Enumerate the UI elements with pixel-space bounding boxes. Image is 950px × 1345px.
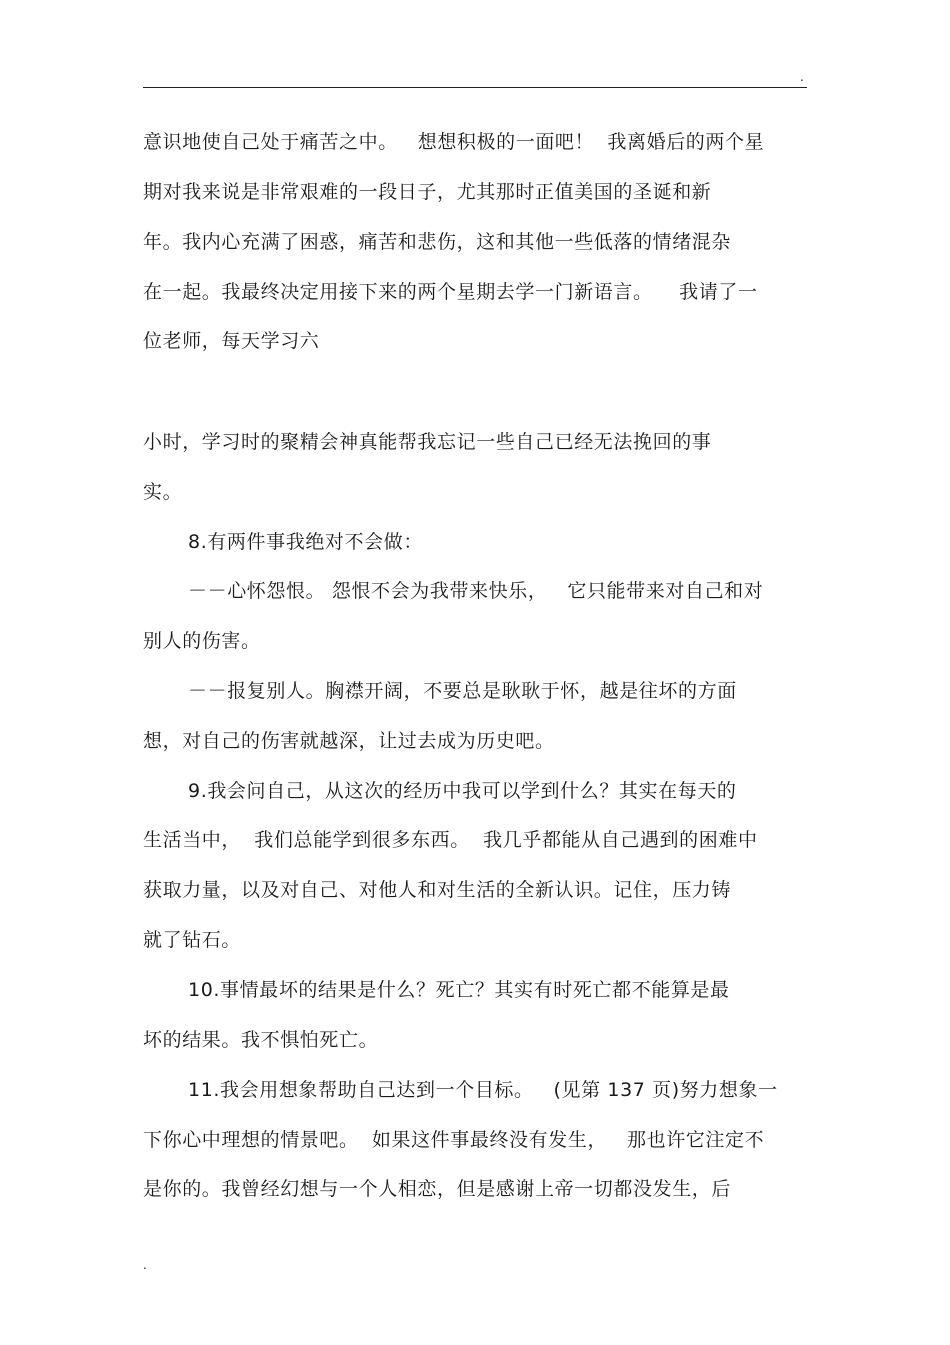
text-line: 下你心中理想的情景吧。 如果这件事最终没有发生， 那也许它注定不 <box>143 1129 765 1151</box>
text-line: 意识地使自己处于痛苦之中。 想想积极的一面吧！ 我离婚后的两个星 <box>143 131 765 153</box>
footer-mark: . <box>143 1258 147 1272</box>
text-line: －－报复别人。胸襟开阔，不要总是耿耿于怀，越是往坏的方面 <box>188 680 737 702</box>
text-line: 获取力量，以及对自己、对他人和对生活的全新认识。记住，压力铸 <box>143 879 732 901</box>
header-mark: . <box>800 70 804 84</box>
text-line: －－心怀怨恨。 怨恨不会为我带来快乐， 它只能带来对自己和对 <box>188 580 764 602</box>
text-line: 年。我内心充满了困惑，痛苦和悲伤，这和其他一些低落的情绪混杂 <box>143 231 732 253</box>
text-line: 9.我会问自己，从这次的经历中我可以学到什么？其实在每天的 <box>188 780 737 802</box>
text-line: 生活当中， 我们总能学到很多东西。 我几乎都能从自己遇到的困难中 <box>143 829 758 851</box>
text-line: 想，对自己的伤害就越深，让过去成为历史吧。 <box>143 730 555 752</box>
header-rule <box>143 87 807 88</box>
text-line: 8.有两件事我绝对不会做： <box>188 531 423 553</box>
text-line: 是你的。我曾经幻想与一个人相恋，但是感谢上帝一切都没发生，后 <box>143 1178 732 1200</box>
text-line: 11.我会用想象帮助自己达到一个目标。 (见第 137 页)努力想象一 <box>188 1079 778 1101</box>
text-line: 在一起。我最终决定用接下来的两个星期去学一门新语言。 我请了一 <box>143 281 758 303</box>
text-line: 别人的伤害。 <box>143 630 261 652</box>
text-line: 实。 <box>143 481 183 503</box>
text-line: 10.事情最坏的结果是什么？死亡？其实有时死亡都不能算是最 <box>188 979 730 1001</box>
text-line: 就了钻石。 <box>143 929 242 951</box>
text-line: 期对我来说是非常艰难的一段日子，尤其那时正值美国的圣诞和新 <box>143 181 712 203</box>
text-line: 小时，学习时的聚精会神真能帮我忘记一些自己已经无法挽回的事 <box>143 431 712 453</box>
text-line: 坏的结果。我不惧怕死亡。 <box>143 1029 379 1051</box>
text-line: 位老师，每天学习六 <box>143 330 320 352</box>
